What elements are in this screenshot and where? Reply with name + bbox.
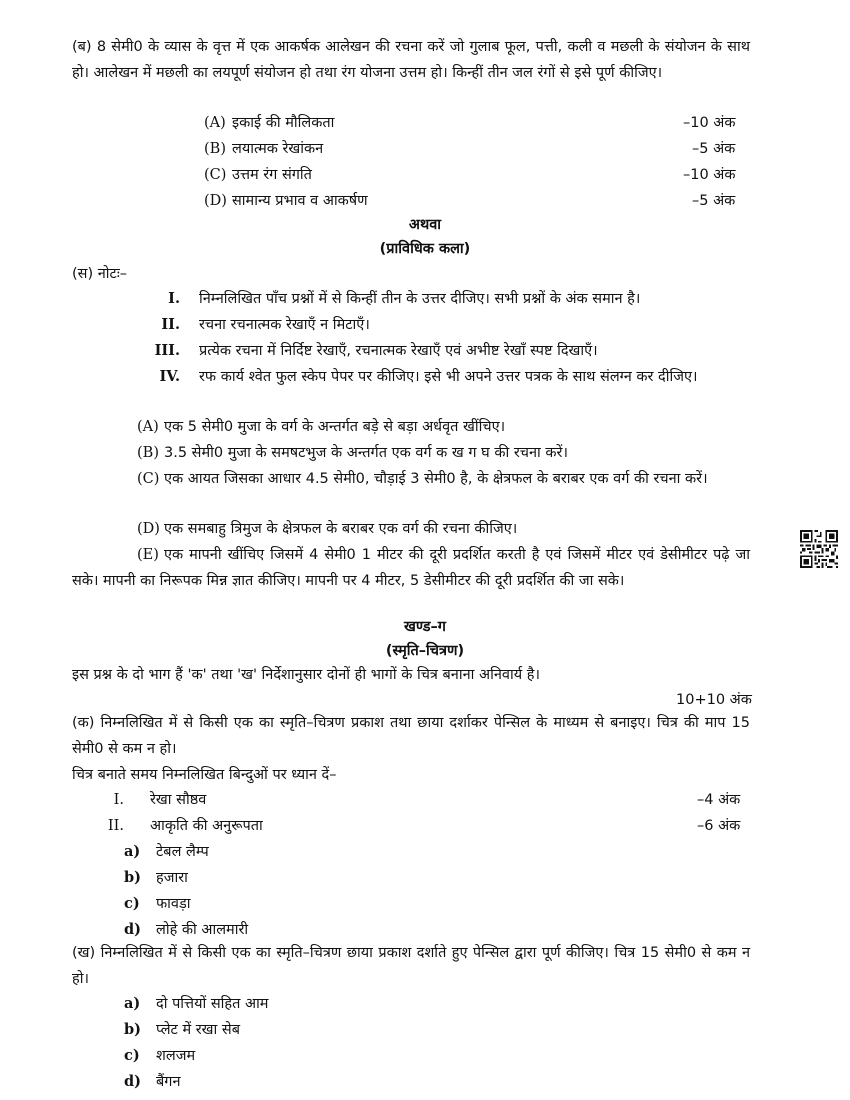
note-number: IV. — [159, 368, 180, 385]
note-number: III. — [154, 342, 180, 359]
part-kha-text: (ख) निम्नलिखित में से किसी एक का स्मृति–चित्रण छाया प्रकाश दर्शाते हुए पेन्सिल द्वारा पूर्ण कीजिए। चित्र 15 सेमी0 से कम न हो। — [72, 945, 750, 987]
question-label: (E) — [137, 547, 159, 563]
option-label: d) — [124, 921, 141, 938]
option-text: टेबल लैम्प — [156, 844, 209, 860]
section-g-subtitle: (स्मृति–चित्रण) — [385, 643, 465, 659]
question-text: एक 5 सेमी0 मुजा के वर्ग के अन्तर्गत बड़े से बड़ा अर्धवृत खींचिए। — [164, 419, 506, 435]
option-text: शलजम — [156, 1048, 196, 1064]
criterion-marks: –4 अंक — [697, 792, 741, 808]
option-label: c) — [124, 895, 140, 912]
question-text: एक मापनी खींचिए जिसमें 4 सेमी0 1 मीटर की दूरी प्रदर्शित करती है एवं जिसमें मीटर एवं डेसीमीटर पढ़े जा सके। मापनी का निरूपक मिन्न ज्ञात कीजिए। मापनी पर 4 मीटर, 5 डेसीमीटर की दूरी प्रदर्शित की जा सके। — [72, 547, 750, 589]
criterion-marks: –6 अंक — [697, 818, 741, 834]
criterion-marks: –5 अंक — [692, 193, 736, 209]
section-g-title: खण्ड–ग — [404, 619, 446, 635]
question-label: (D) — [137, 521, 160, 537]
criterion-label: (D) — [204, 193, 227, 209]
note-text: निम्नलिखित पाँच प्रश्नों में से किन्हीं तीन के उत्तर दीजिए। सभी प्रश्नों के अंक समान है। — [199, 291, 641, 307]
section-g-intro: इस प्रश्न के दो भाग हैं 'क' तथा 'ख' निर्देशानुसार दोनों ही भागों के चित्र बनाना अनिवार्य है। — [72, 667, 540, 683]
criterion-marks: –10 अंक — [683, 115, 736, 131]
option-text: फावड़ा — [156, 896, 191, 912]
criterion-number: II. — [107, 818, 124, 834]
option-label: a) — [124, 843, 141, 860]
attention-text: चित्र बनाते समय निम्नलिखित बिन्दुओं पर ध्यान दें– — [72, 767, 337, 783]
criterion-marks: –5 अंक — [692, 141, 736, 157]
criterion-marks: –10 अंक — [683, 167, 736, 183]
criterion-text: आकृति की अनुरूपता — [150, 818, 263, 834]
note-label: (स) नोटः– — [72, 266, 128, 282]
option-label: d) — [124, 1073, 141, 1090]
criterion-label: (A) — [204, 115, 226, 131]
option-label: b) — [124, 1021, 141, 1038]
note-text: रचना रचनात्मक रेखाएँ न मिटाएँ। — [199, 317, 370, 333]
criterion-text: इकाई की मौलिकता — [232, 115, 335, 131]
note-text: रफ कार्य श्वेत फुल स्केप पेपर पर कीजिए। इसे भी अपने उत्तर पत्रक के साथ संलग्न कर दीजिए। — [199, 369, 698, 385]
criterion-label: (C) — [204, 167, 227, 183]
question-label: (C) — [137, 471, 160, 487]
criterion-text: सामान्य प्रभाव व आकर्षण — [232, 193, 368, 209]
option-label: a) — [124, 995, 141, 1012]
option-label: b) — [124, 869, 141, 886]
option-label: c) — [124, 1047, 140, 1064]
qr-code-icon — [800, 530, 838, 568]
criterion-text: लयात्मक रेखांकन — [232, 141, 324, 157]
option-text: प्लेट में रखा सेब — [156, 1022, 240, 1038]
criterion-text: उत्तम रंग संगति — [232, 167, 312, 183]
criterion-text: रेखा सौष्ठव — [150, 792, 207, 808]
option-text: बैंगन — [156, 1074, 181, 1090]
technical-art-title: (प्राविधिक कला) — [379, 241, 471, 257]
option-text: हजारा — [156, 870, 188, 886]
question-label: (B) — [137, 445, 159, 461]
criterion-label: (B) — [204, 141, 226, 157]
question-text: एक आयत जिसका आधार 4.5 सेमी0, चौड़ाई 3 सेमी0 है, के क्षेत्रफल के बराबर एक वर्ग की रचना करें। — [164, 471, 708, 487]
art-question-intro: (ब) 8 सेमी0 के व्यास के वृत्त में एक आकर्षक आलेखन की रचना करें जो गुलाब फूल, पत्ती, कली व मछली के संयोजन के साथ हो। आलेखन में मछली का लयपूर्ण संयोजन हो तथा रंग योजना उत्तम हो। किन्हीं तीन जल रंगों से इसे पूर्ण कीजिए। — [72, 39, 750, 81]
question-text: 3.5 सेमी0 मुजा के समषटभुज के अन्तर्गत एक वर्ग क ख ग घ की रचना करें। — [164, 445, 568, 461]
option-text: लोहे की आलमारी — [156, 922, 249, 938]
question-text: एक समबाहु त्रिमुज के क्षेत्रफल के बराबर एक वर्ग की रचना कीजिए। — [164, 521, 518, 537]
section-g-marks: 10+10 अंक — [676, 692, 752, 708]
part-ka-text: (क) निम्नलिखित में से किसी एक का स्मृति–चित्रण प्रकाश तथा छाया दर्शाकर पेन्सिल के माध्यम से बनाइए। चित्र की माप 15 सेमी0 से कम न हो। — [72, 715, 750, 757]
or-label: अथवा — [408, 217, 442, 233]
note-number: I. — [168, 290, 180, 307]
question-label: (A) — [137, 419, 159, 435]
note-text: प्रत्येक रचना में निर्दिष्ट रेखाएँ, रचनात्मक रेखाएँ एवं अभीष्ट रेखाँ स्पष्ट दिखाएँ। — [199, 343, 598, 359]
note-number: II. — [161, 316, 180, 333]
option-text: दो पत्तियों सहित आम — [156, 996, 269, 1012]
criterion-number: I. — [113, 792, 124, 808]
